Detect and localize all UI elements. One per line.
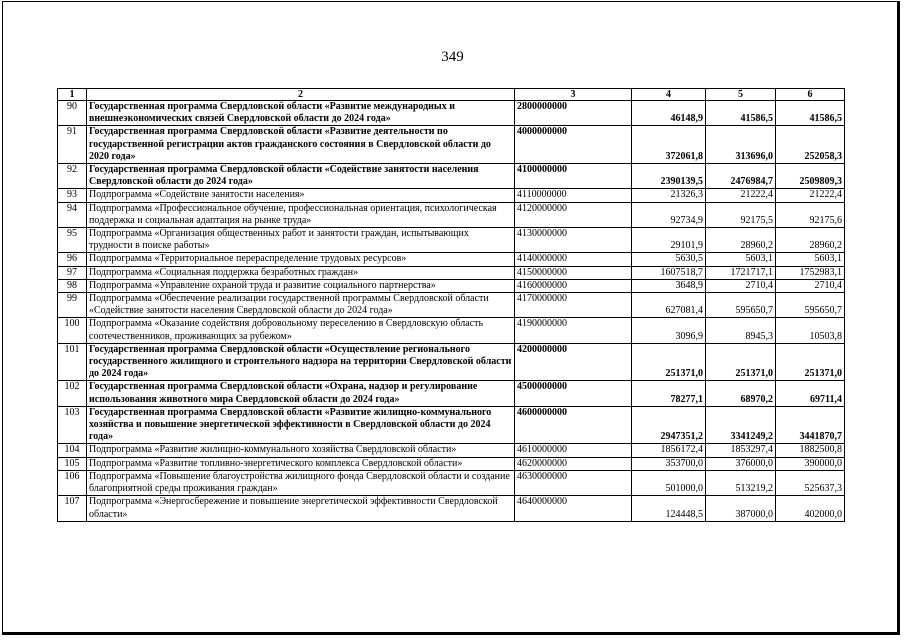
row-number: 90 [58, 101, 87, 126]
table-row [58, 101, 845, 126]
row-value-col5: 387000,0 [706, 496, 776, 521]
row-value-col5: 2476984,7 [706, 164, 776, 189]
row-value-col4: 3648,9 [632, 279, 706, 292]
row-code: 4160000000 [515, 279, 632, 292]
row-code: 2800000000 [515, 101, 632, 126]
row-value-col5: 513219,2 [706, 470, 776, 495]
row-number: 98 [58, 279, 87, 292]
row-value-col5: 41586,5 [706, 101, 776, 126]
table-row [58, 266, 845, 279]
row-value-col6: 92175,6 [776, 202, 845, 227]
row-name: Подпрограмма «Управление охраной труда и развитие социального партнерства» [87, 279, 515, 292]
row-number: 103 [58, 406, 87, 444]
row-number: 101 [58, 343, 87, 381]
row-number: 105 [58, 457, 87, 470]
row-code: 4100000000 [515, 164, 632, 189]
row-number: 97 [58, 266, 87, 279]
table-row [58, 318, 845, 343]
row-name: Государственная программа Свердловской области «Развитие международных и внешнеэкономических связей Свердловской области до 2024 года» [87, 101, 515, 126]
row-value-col5: 8945,3 [706, 318, 776, 343]
row-code: 4120000000 [515, 202, 632, 227]
page-number: 349 [441, 49, 464, 65]
row-value-col4: 92734,9 [632, 202, 706, 227]
row-value-col4: 1607518,7 [632, 266, 706, 279]
row-name: Подпрограмма «Энергосбережение и повышение энергетической эффективности Свердловской области» [87, 496, 515, 521]
row-value-col6: 251371,0 [776, 343, 845, 381]
table-row [58, 406, 845, 444]
row-value-col5: 313696,0 [706, 126, 776, 164]
row-value-col4: 251371,0 [632, 343, 706, 381]
row-value-col6: 41586,5 [776, 101, 845, 126]
row-code: 4140000000 [515, 253, 632, 266]
row-value-col4: 5630,5 [632, 253, 706, 266]
row-value-col5: 3341249,2 [706, 406, 776, 444]
row-number: 94 [58, 202, 87, 227]
table-row [58, 189, 845, 202]
row-number: 93 [58, 189, 87, 202]
row-value-col6: 5603,1 [776, 253, 845, 266]
row-code: 4150000000 [515, 266, 632, 279]
row-code: 4000000000 [515, 126, 632, 164]
table-row [58, 293, 845, 318]
row-value-col6: 390000,0 [776, 457, 845, 470]
row-number: 107 [58, 496, 87, 521]
table-row [58, 279, 845, 292]
row-value-col6: 10503,8 [776, 318, 845, 343]
row-value-col4: 501000,0 [632, 470, 706, 495]
row-value-col5: 376000,0 [706, 457, 776, 470]
row-name: Подпрограмма «Территориальное перераспределение трудовых ресурсов» [87, 253, 515, 266]
row-name: Подпрограмма «Организация общественных работ и занятости граждан, испытывающих трудности в поиске работы» [87, 228, 515, 253]
row-value-col4: 46148,9 [632, 101, 706, 126]
row-value-col4: 2947351,2 [632, 406, 706, 444]
table-row [58, 457, 845, 470]
row-code: 4200000000 [515, 343, 632, 381]
row-code: 4600000000 [515, 406, 632, 444]
row-value-col4: 78277,1 [632, 381, 706, 406]
row-name: Подпрограмма «Обеспечение реализации государственной программы Свердловской области «Содействие занятости населения Свердловской области до 2024 года» [87, 293, 515, 318]
row-value-col4: 2390139,5 [632, 164, 706, 189]
table-row [58, 444, 845, 457]
row-name: Подпрограмма «Развитие жилищно-коммунального хозяйства Свердловской области» [87, 444, 515, 457]
row-code: 4130000000 [515, 228, 632, 253]
row-number: 91 [58, 126, 87, 164]
row-code: 4630000000 [515, 470, 632, 495]
row-value-col5: 5603,1 [706, 253, 776, 266]
row-name: Подпрограмма «Оказание содействия добровольному переселению в Свердловскую область соотечественников, проживающих за рубежом» [87, 318, 515, 343]
row-value-col5: 2710,4 [706, 279, 776, 292]
row-name: Подпрограмма «Социальная поддержка безработных граждан» [87, 266, 515, 279]
row-name: Государственная программа Свердловской области «Развитие жилищно-коммунального хозяйства и повышение энергетической эффективности в Свердловской области до 2024 года» [87, 406, 515, 444]
row-number: 95 [58, 228, 87, 253]
row-value-col5: 1721717,1 [706, 266, 776, 279]
row-value-col6: 1882500,8 [776, 444, 845, 457]
row-number: 100 [58, 318, 87, 343]
table-row [58, 228, 845, 253]
row-value-col6: 402000,0 [776, 496, 845, 521]
table-row [58, 470, 845, 495]
row-value-col6: 595650,7 [776, 293, 845, 318]
row-value-col5: 251371,0 [706, 343, 776, 381]
row-value-col4: 1856172,4 [632, 444, 706, 457]
row-code: 4170000000 [515, 293, 632, 318]
row-value-col6: 2509809,3 [776, 164, 845, 189]
row-code: 4500000000 [515, 381, 632, 406]
row-value-col6: 69711,4 [776, 381, 845, 406]
row-value-col4: 353700,0 [632, 457, 706, 470]
row-value-col6: 28960,2 [776, 228, 845, 253]
row-value-col5: 68970,2 [706, 381, 776, 406]
header-col-3: 3 [515, 89, 632, 101]
row-value-col4: 627081,4 [632, 293, 706, 318]
row-number: 99 [58, 293, 87, 318]
row-value-col6: 1752983,1 [776, 266, 845, 279]
header-col-1: 1 [58, 89, 87, 101]
row-value-col6: 21222,4 [776, 189, 845, 202]
table-header-row [58, 89, 845, 101]
table-row [58, 164, 845, 189]
row-value-col5: 595650,7 [706, 293, 776, 318]
row-code: 4610000000 [515, 444, 632, 457]
row-value-col5: 28960,2 [706, 228, 776, 253]
row-name: Государственная программа Свердловской области «Развитие деятельности по государственной регистрации актов гражданского состояния в Свердловской области до 2020 года» [87, 126, 515, 164]
budget-table [57, 88, 845, 522]
row-value-col5: 21222,4 [706, 189, 776, 202]
header-col-5: 5 [706, 89, 776, 101]
row-number: 106 [58, 470, 87, 495]
table-row [58, 381, 845, 406]
row-value-col6: 2710,4 [776, 279, 845, 292]
row-code: 4640000000 [515, 496, 632, 521]
row-name: Государственная программа Свердловской области «Охрана, надзор и регулирование использования животного мира Свердловской области до 2024 года» [87, 381, 515, 406]
row-name: Подпрограмма «Развитие топливно-энергетического комплекса Свердловской области» [87, 457, 515, 470]
row-code: 4190000000 [515, 318, 632, 343]
row-name: Подпрограмма «Профессиональное обучение, профессиональная ориентация, психологическая поддержка и социальная адаптация на рынке труда» [87, 202, 515, 227]
row-value-col4: 29101,9 [632, 228, 706, 253]
table-row [58, 253, 845, 266]
row-value-col6: 3441870,7 [776, 406, 845, 444]
row-code: 4620000000 [515, 457, 632, 470]
row-name: Подпрограмма «Повышение благоустройства жилищного фонда Свердловской области и создание благоприятной среды проживания граждан» [87, 470, 515, 495]
row-value-col4: 124448,5 [632, 496, 706, 521]
row-value-col5: 1853297,4 [706, 444, 776, 457]
row-name: Государственная программа Свердловской области «Содействие занятости населения Свердловской области до 2024 года» [87, 164, 515, 189]
table-row [58, 202, 845, 227]
table-row [58, 343, 845, 381]
row-name: Государственная программа Свердловской области «Осуществление регионального государственного жилищного и строительного надзора на территории Свердловской области до 2024 года» [87, 343, 515, 381]
row-number: 104 [58, 444, 87, 457]
row-value-col5: 92175,5 [706, 202, 776, 227]
row-value-col6: 525637,3 [776, 470, 845, 495]
row-number: 92 [58, 164, 87, 189]
row-code: 4110000000 [515, 189, 632, 202]
row-value-col6: 252058,3 [776, 126, 845, 164]
table-row [58, 496, 845, 521]
row-number: 96 [58, 253, 87, 266]
row-name: Подпрограмма «Содействие занятости населения» [87, 189, 515, 202]
row-value-col4: 372061,8 [632, 126, 706, 164]
row-value-col4: 3096,9 [632, 318, 706, 343]
row-value-col4: 21326,3 [632, 189, 706, 202]
table-row [58, 126, 845, 164]
header-col-4: 4 [632, 89, 706, 101]
header-col-2: 2 [87, 89, 515, 101]
row-number: 102 [58, 381, 87, 406]
header-col-6: 6 [776, 89, 845, 101]
